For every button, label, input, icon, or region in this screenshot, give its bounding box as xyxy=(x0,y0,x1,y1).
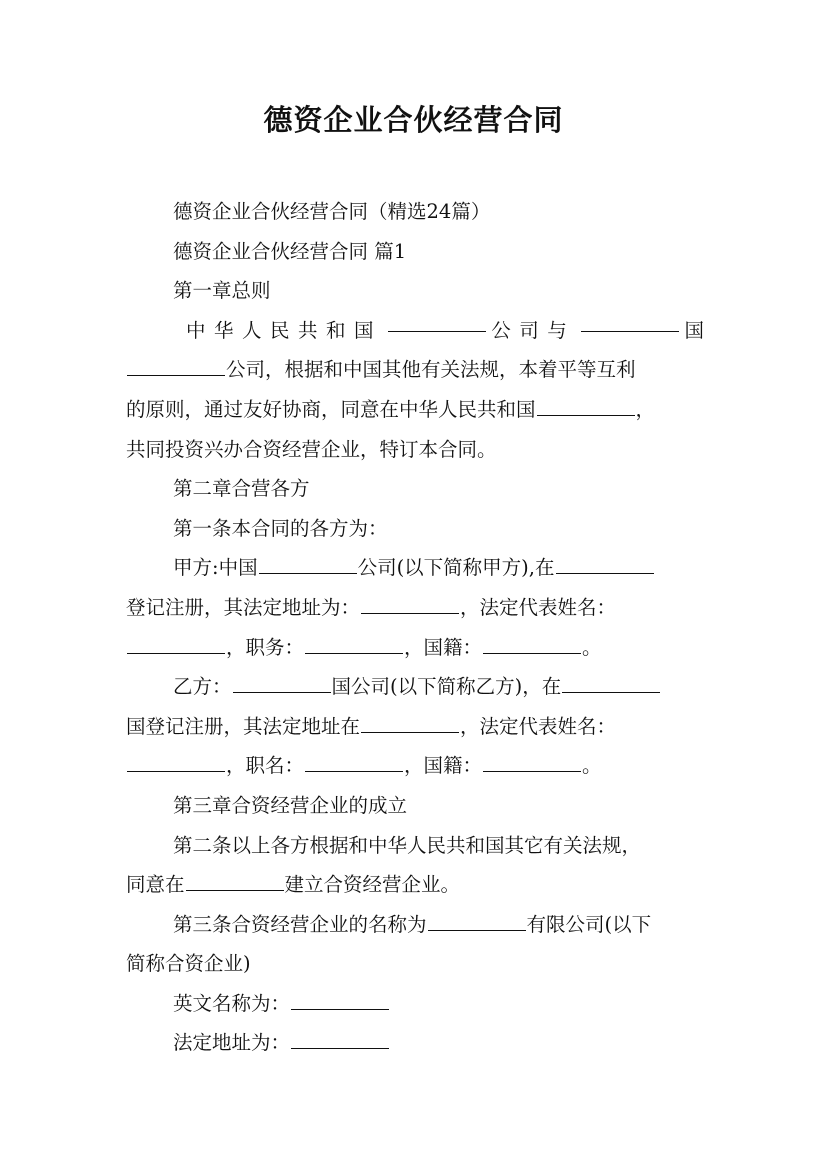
text-segment: 登记注册，其法定地址为： xyxy=(126,595,361,619)
blank-field xyxy=(291,989,389,1010)
text-segment: 国 xyxy=(684,318,704,342)
blank-field xyxy=(581,311,679,332)
blank-field xyxy=(388,311,486,332)
party-a-line-2 xyxy=(126,588,704,628)
text-segment: 同意在 xyxy=(126,873,185,897)
paragraph-1-line-4: 共同投资兴办合资经营企业，特订本合同。 xyxy=(126,437,497,461)
article-2-line-1: 第二条以上各方根据和中华人民共和国其它有关法规， xyxy=(173,833,642,857)
text-segment: 公司(以下简称甲方),在 xyxy=(357,556,555,580)
blank-field xyxy=(537,395,635,416)
text-segment: 国登记注册，其法定地址在 xyxy=(126,714,361,738)
chapter-3-heading: 第三章合资经营企业的成立 xyxy=(173,793,408,817)
document-title: 德资企业合伙经营合同 xyxy=(263,103,564,137)
piece-heading: 德资企业合伙经营合同 篇1 xyxy=(173,239,407,263)
text-segment: ，国籍： xyxy=(404,754,483,778)
blank-field xyxy=(127,751,225,772)
blank-field xyxy=(305,751,403,772)
text-segment: ，国籍： xyxy=(404,635,483,659)
party-a-line-1 xyxy=(126,548,704,588)
text-segment: 公司，根据和中国其他有关法规，本着平等互利 xyxy=(226,358,636,382)
blank-field xyxy=(556,553,654,574)
blank-field xyxy=(562,672,660,693)
text-segment: 法定地址为： xyxy=(173,1031,291,1055)
paragraph-1-line-1 xyxy=(126,311,704,351)
text-segment: ，法定代表姓名： xyxy=(460,714,617,738)
paragraph-1-line-3 xyxy=(126,390,704,430)
text-segment: ，法定代表姓名： xyxy=(460,595,617,619)
text-segment: 的原则，通过友好协商，同意在中华人民共和国 xyxy=(126,397,536,421)
article-1: 第一条本合同的各方为： xyxy=(173,516,388,540)
blank-field xyxy=(361,712,459,733)
blank-field xyxy=(291,1028,389,1049)
blank-field xyxy=(483,633,581,654)
blank-field xyxy=(361,593,459,614)
blank-field xyxy=(305,633,403,654)
legal-address-line xyxy=(126,1023,704,1063)
article-3-line-2: 简称合资企业) xyxy=(126,952,251,976)
blank-field xyxy=(483,751,581,772)
text-segment: 中华人民共和国 xyxy=(186,318,383,342)
blank-field xyxy=(233,672,331,693)
party-b-line-3 xyxy=(126,746,704,786)
text-segment: 公司与 xyxy=(491,318,576,342)
text-segment: 。 xyxy=(582,754,602,778)
chapter-2-heading: 第二章合营各方 xyxy=(173,477,310,501)
blank-field xyxy=(259,553,357,574)
chapter-1-heading: 第一章总则 xyxy=(173,279,271,303)
text-segment: ，职务： xyxy=(226,635,305,659)
paragraph-1-line-2 xyxy=(126,350,704,390)
blank-field xyxy=(127,633,225,654)
blank-field xyxy=(127,355,225,376)
text-segment: 英文名称为： xyxy=(173,991,291,1015)
english-name-line xyxy=(126,984,704,1024)
text-segment: ，职名： xyxy=(226,754,305,778)
party-a-line-3 xyxy=(126,628,704,668)
text-segment: 甲方:中国 xyxy=(173,556,258,580)
text-segment: ， xyxy=(635,397,656,421)
text-segment: 第三条合资经营企业的名称为 xyxy=(173,912,427,936)
text-segment: 有限公司(以下 xyxy=(526,912,652,936)
party-b-line-1 xyxy=(126,667,704,707)
text-segment: 建立合资经营企业。 xyxy=(284,873,461,897)
text-segment: 国公司(以下简称乙方)，在 xyxy=(331,675,562,699)
text-segment: 。 xyxy=(582,635,602,659)
text-segment: 乙方： xyxy=(173,675,232,699)
blank-field xyxy=(186,870,284,891)
article-3-line-1 xyxy=(126,905,704,945)
document-subtitle: 德资企业合伙经营合同（精选24篇） xyxy=(173,200,491,223)
document-body xyxy=(126,192,704,1063)
blank-field xyxy=(428,910,526,931)
article-2-line-2 xyxy=(126,865,704,905)
party-b-line-2 xyxy=(126,707,704,747)
